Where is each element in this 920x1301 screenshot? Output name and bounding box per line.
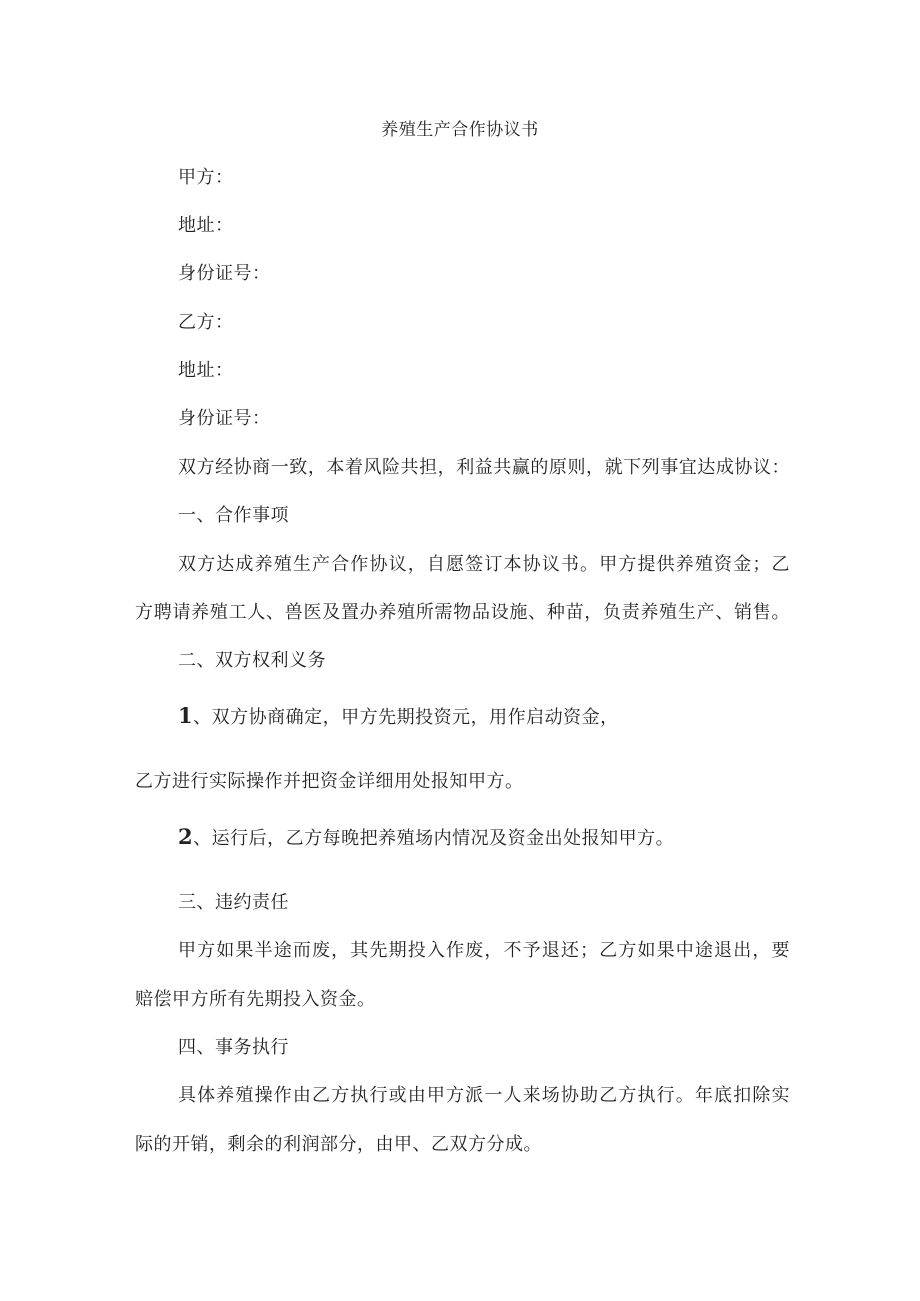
party-b-address-label: 地址： — [178, 360, 234, 381]
item-1-number: 1 — [178, 703, 194, 728]
item-2-text: 、运行后，乙方每晚把养殖场内情况及资金出处报知甲方。 — [193, 828, 675, 849]
section-1-heading: 一、合作事项 — [178, 505, 289, 526]
section-2-heading: 二、双方权利义务 — [178, 650, 326, 671]
party-b-label: 乙方： — [178, 312, 234, 333]
section-2-item-2 — [178, 825, 674, 851]
section-1-paragraph-line-1: 双方达成养殖生产合作协议，自愿签订本协议书。甲方提供养殖资金；乙 — [178, 554, 790, 575]
preamble-paragraph: 双方经协商一致，本着风险共担，利益共赢的原则，就下列事宜达成协议： — [178, 457, 790, 478]
section-3-paragraph-line-1: 甲方如果半途而废，其先期投入作废，不予退还；乙方如果中途退出，要 — [178, 940, 790, 961]
document-title: 养殖生产合作协议书 — [381, 120, 539, 140]
section-3-paragraph-line-2: 赔偿甲方所有先期投入资金。 — [135, 989, 376, 1010]
item-1-text: 、双方协商确定，甲方先期投资元，用作启动资金， — [193, 707, 619, 728]
section-3-heading: 三、违约责任 — [178, 892, 289, 913]
section-4-heading: 四、事务执行 — [178, 1037, 289, 1058]
section-1-paragraph-line-2: 方聘请养殖工人、兽医及置办养殖所需物品设施、种苗，负责养殖生产、销售。 — [135, 602, 790, 623]
party-a-address-label: 地址： — [178, 215, 234, 236]
section-4-paragraph-line-2: 际的开销，剩余的利润部分，由甲、乙双方分成。 — [135, 1134, 542, 1155]
section-2-item-1 — [178, 704, 619, 730]
item-2-number: 2 — [178, 824, 194, 849]
party-b-id-label: 身份证号： — [178, 408, 271, 429]
section-4-paragraph-line-1: 具体养殖操作由乙方执行或由甲方派一人来场协助乙方执行。年底扣除实 — [178, 1085, 790, 1106]
party-a-label: 甲方： — [178, 167, 234, 188]
party-a-id-label: 身份证号： — [178, 263, 271, 284]
section-2-item-1-continuation: 乙方进行实际操作并把资金详细用处报知甲方。 — [135, 771, 524, 792]
